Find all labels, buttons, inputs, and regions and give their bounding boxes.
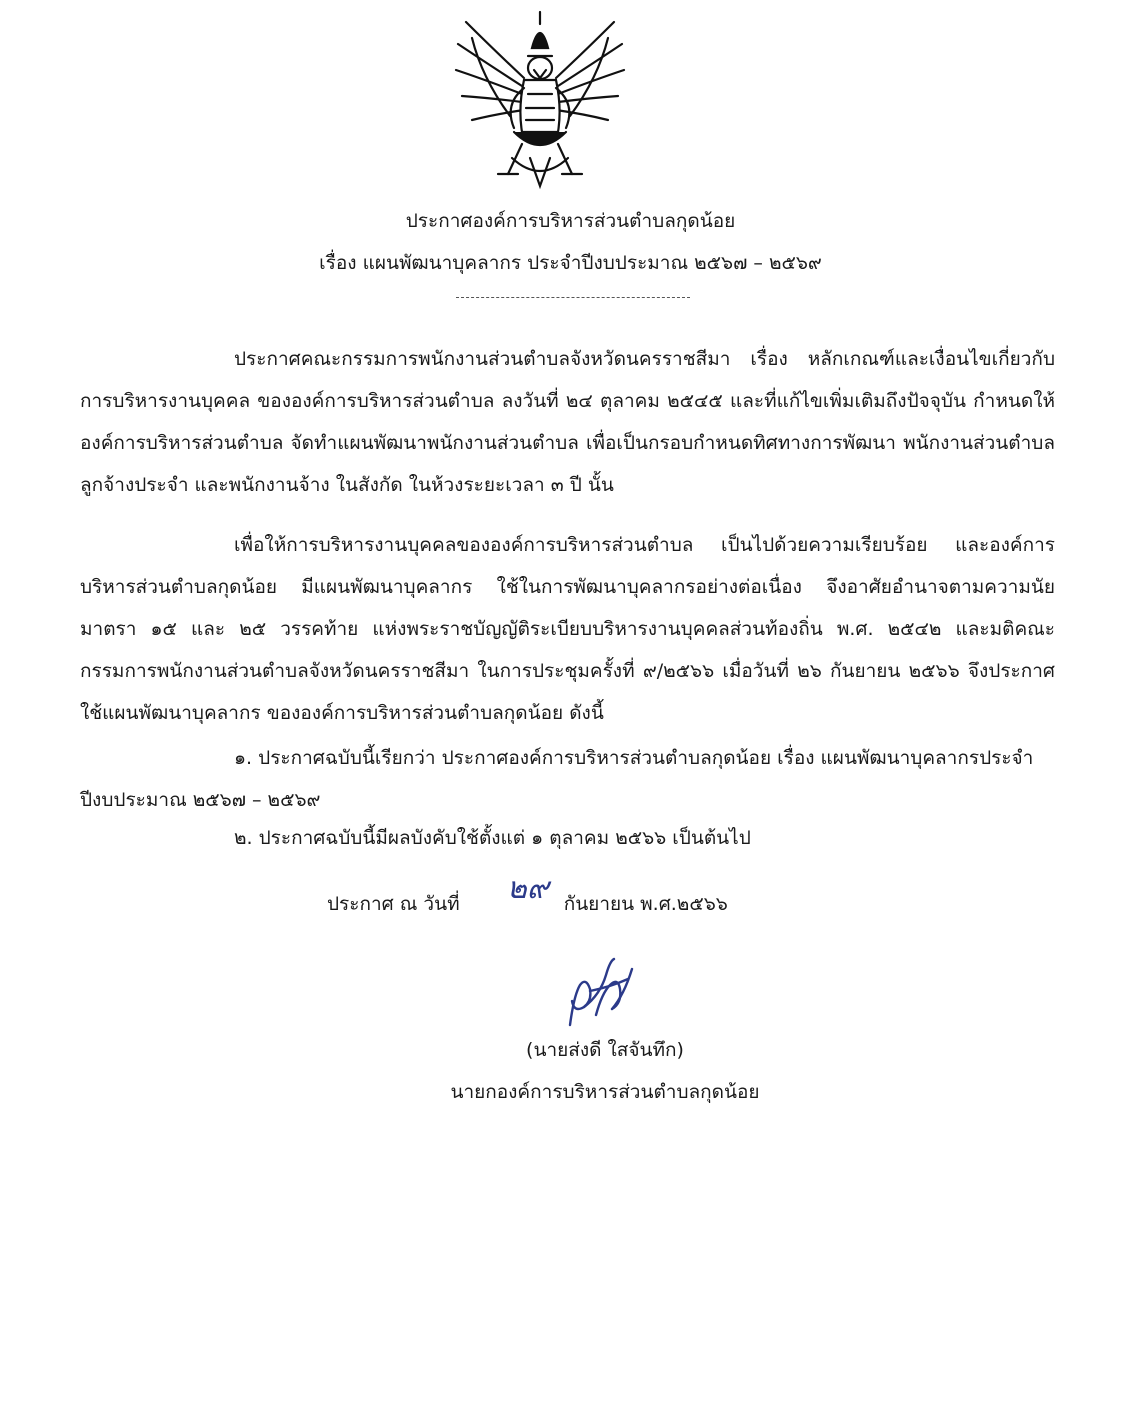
clause-1-text: ๑. ประกาศฉบับนี้เรียกว่า ประกาศองค์การบริหารส่วนตำบลกุดน้อย เรื่อง แผนพัฒนาบุคลากรประจำปีงบประมาณ ๒๕๖๗ – ๒๕๖๙: [80, 747, 1034, 811]
announcement-subject: เรื่อง แผนพัฒนาบุคลากร ประจำปีงบประมาณ ๒๕๖๗ – ๒๕๖๙: [319, 252, 822, 274]
title-divider: [456, 297, 690, 298]
paragraph-preamble-text: ประกาศคณะกรรมการพนักงานส่วนตำบลจังหวัดนครราชสีมา เรื่อง หลักเกณฑ์และเงื่อนไขเกี่ยวกับการบริหารงานบุคคล ขององค์การบริหารส่วนตำบล ลงวันที่ ๒๔ ตุลาคม ๒๕๔๕ และที่แก้ไขเพิ่มเติมถึงปัจจุบัน กำหนดให้องค์การบริหารส่วนตำบล จัดทำแผนพัฒนาพนักงานส่วนตำบล เพื่อเป็นกรอบกำหนดทิศทางการพัฒนา พนักงานส่วนตำบล ลูกจ้างประจำ และพนักงานจ้าง ในสังกัด ในห้วงระยะเวลา ๓ ปี นั้น: [80, 348, 1055, 496]
paragraph-authority-text: เพื่อให้การบริหารงานบุคคลขององค์การบริหารส่วนตำบล เป็นไปด้วยความเรียบร้อย และองค์การบริหารส่วนตำบลกุดน้อย มีแผนพัฒนาบุคลากร ใช้ในการพัฒนาบุคลากรอย่างต่อเนื่อง จึงอาศัยอำนาจตามความนัยมาตรา ๑๕ และ ๒๕ วรรคท้าย แห่งพระราชบัญญัติระเบียบบริหารงานบุคคลส่วนท้องถิ่น พ.ศ. ๒๕๔๒ และมติคณะกรรมการพนักงานส่วนตำบลจังหวัดนครราชสีมา ในการประชุมครั้งที่ ๙/๒๕๖๖ เมื่อวันที่ ๒๖ กันยายน ๒๕๖๖ จึงประกาศใช้แผนพัฒนาบุคลากร ขององค์การบริหารส่วนตำบลกุดน้อย ดังนี้: [80, 534, 1055, 724]
announcement-date-prefix: ประกาศ ณ วันที่: [327, 893, 460, 915]
signatory-position: นายกองค์การบริหารส่วนตำบลกุดน้อย: [450, 1081, 760, 1103]
clause-2: [80, 817, 1055, 859]
handwritten-day-text: ๒๙: [507, 871, 549, 906]
handwritten-day: [505, 868, 559, 908]
paragraph-preamble: [80, 338, 1055, 506]
clause-1: [80, 737, 1055, 821]
paragraph-authority: [80, 524, 1055, 734]
clause-2-text: ๒. ประกาศฉบับนี้มีผลบังคับใช้ตั้งแต่ ๑ ตุลาคม ๒๕๖๖ เป็นต้นไป: [234, 827, 751, 849]
announcement-title: ประกาศองค์การบริหารส่วนตำบลกุดน้อย: [405, 210, 736, 232]
announcement-date-suffix: กันยายน พ.ศ.๒๕๖๖: [563, 893, 728, 915]
handwritten-signature-icon: [560, 955, 638, 1031]
signatory-name: (นายส่งดี ใสจันทึก): [526, 1039, 684, 1061]
garuda-emblem-icon: [452, 8, 628, 192]
